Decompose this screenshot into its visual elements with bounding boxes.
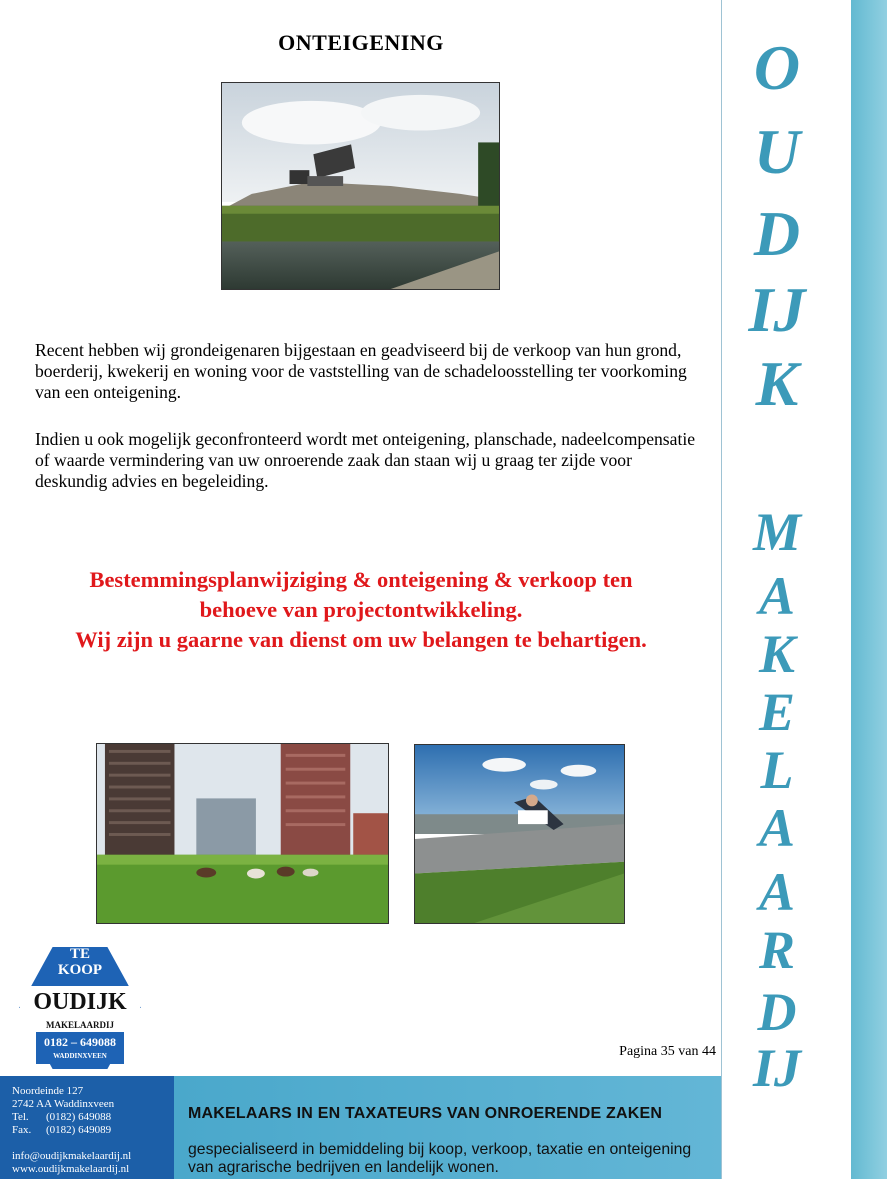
side-letter: IJ [748, 274, 806, 345]
footer [0, 1076, 722, 1179]
side-letter: O [753, 32, 801, 103]
contact-tel-row [12, 1111, 174, 1124]
svg-text:OUDIJK: OUDIJK [33, 989, 127, 1015]
side-letter: A [758, 798, 796, 858]
side-letter: E [758, 682, 796, 742]
footer-tagline [174, 1076, 722, 1179]
highlight-statement [0, 565, 722, 655]
highlight-line-1: Bestemmingsplanwijziging & onteigening & verkoop ten [89, 567, 633, 592]
advice-paragraph: Indien u ook mogelijk geconfronteerd wordt met onteigening, planschade, nadeelcompensatie of waarde vermindering van uw onroerende zaak dan staan wij u graag ter zijde voor deskundig advies en begeleiding. [35, 429, 696, 491]
side-letter: A [758, 566, 796, 626]
contact-postal: 2742 AA Waddinxveen [12, 1098, 115, 1110]
contact-block [0, 1076, 174, 1179]
svg-text:TE: TE [69, 946, 91, 962]
photo-businessman-highway [414, 744, 625, 924]
intro-paragraph: Recent hebben wij grondeigenaren bijgestaan en geadviseerd bij de verkoop van hun grond, boerderij, kwekerij en woning voor de vaststelling van de schadeloosstelling ter voorkoming van een onteigening. [35, 340, 687, 402]
side-letter: D [757, 982, 797, 1042]
side-letter: A [758, 862, 796, 922]
contact-fax-row [12, 1124, 174, 1137]
contact-web-link[interactable]: www.oudijkmakelaardij.nl [12, 1163, 130, 1175]
fax-number: (0182) 649089 [46, 1124, 112, 1136]
photo-office-cows [96, 743, 389, 924]
page-number: Pagina 35 van 44 [619, 1044, 716, 1059]
highlight-line-3: Wij zijn u gaarne van dienst om uw belangen te behartigen. [75, 627, 647, 652]
page-title: ONTEIGENING [278, 30, 444, 55]
footer-subtext: gespecialiseerd in bemiddeling bij koop, verkoop, taxatie en onteigening van agrarische bedrijven en landelijk wonen. [188, 1141, 692, 1176]
vertical-brand-column [721, 0, 851, 1179]
photo-dump-truck [221, 82, 500, 290]
side-letter: M [752, 502, 801, 562]
tel-number: (0182) 649088 [46, 1111, 112, 1123]
decorative-band [851, 0, 887, 1179]
side-letter: D [753, 198, 801, 269]
side-letter: IJ [752, 1038, 801, 1098]
side-letter: K [755, 348, 799, 419]
side-letter: L [760, 740, 794, 800]
fax-label: Fax. [12, 1124, 32, 1136]
side-letter: R [758, 920, 796, 980]
highlight-line-2: behoeve van projectontwikkeling. [199, 597, 523, 622]
side-letter: U [753, 116, 801, 187]
svg-text:KOOP: KOOP [57, 962, 103, 978]
tel-label: Tel. [12, 1111, 29, 1123]
contact-street: Noordeinde 127 [12, 1085, 84, 1097]
footer-heading: MAKELAARS IN EN TAXATEURS VAN ONROERENDE ZAKEN [188, 1105, 663, 1122]
svg-text:0182 – 649088: 0182 – 649088 [44, 1035, 116, 1049]
side-letter: K [758, 624, 796, 684]
svg-text:MAKELAARDIJ: MAKELAARDIJ [45, 1020, 115, 1030]
svg-text:WADDINXVEEN: WADDINXVEEN [53, 1052, 107, 1060]
oudijk-logo [16, 944, 144, 1072]
contact-email-link[interactable]: info@oudijkmakelaardij.nl [12, 1150, 132, 1162]
